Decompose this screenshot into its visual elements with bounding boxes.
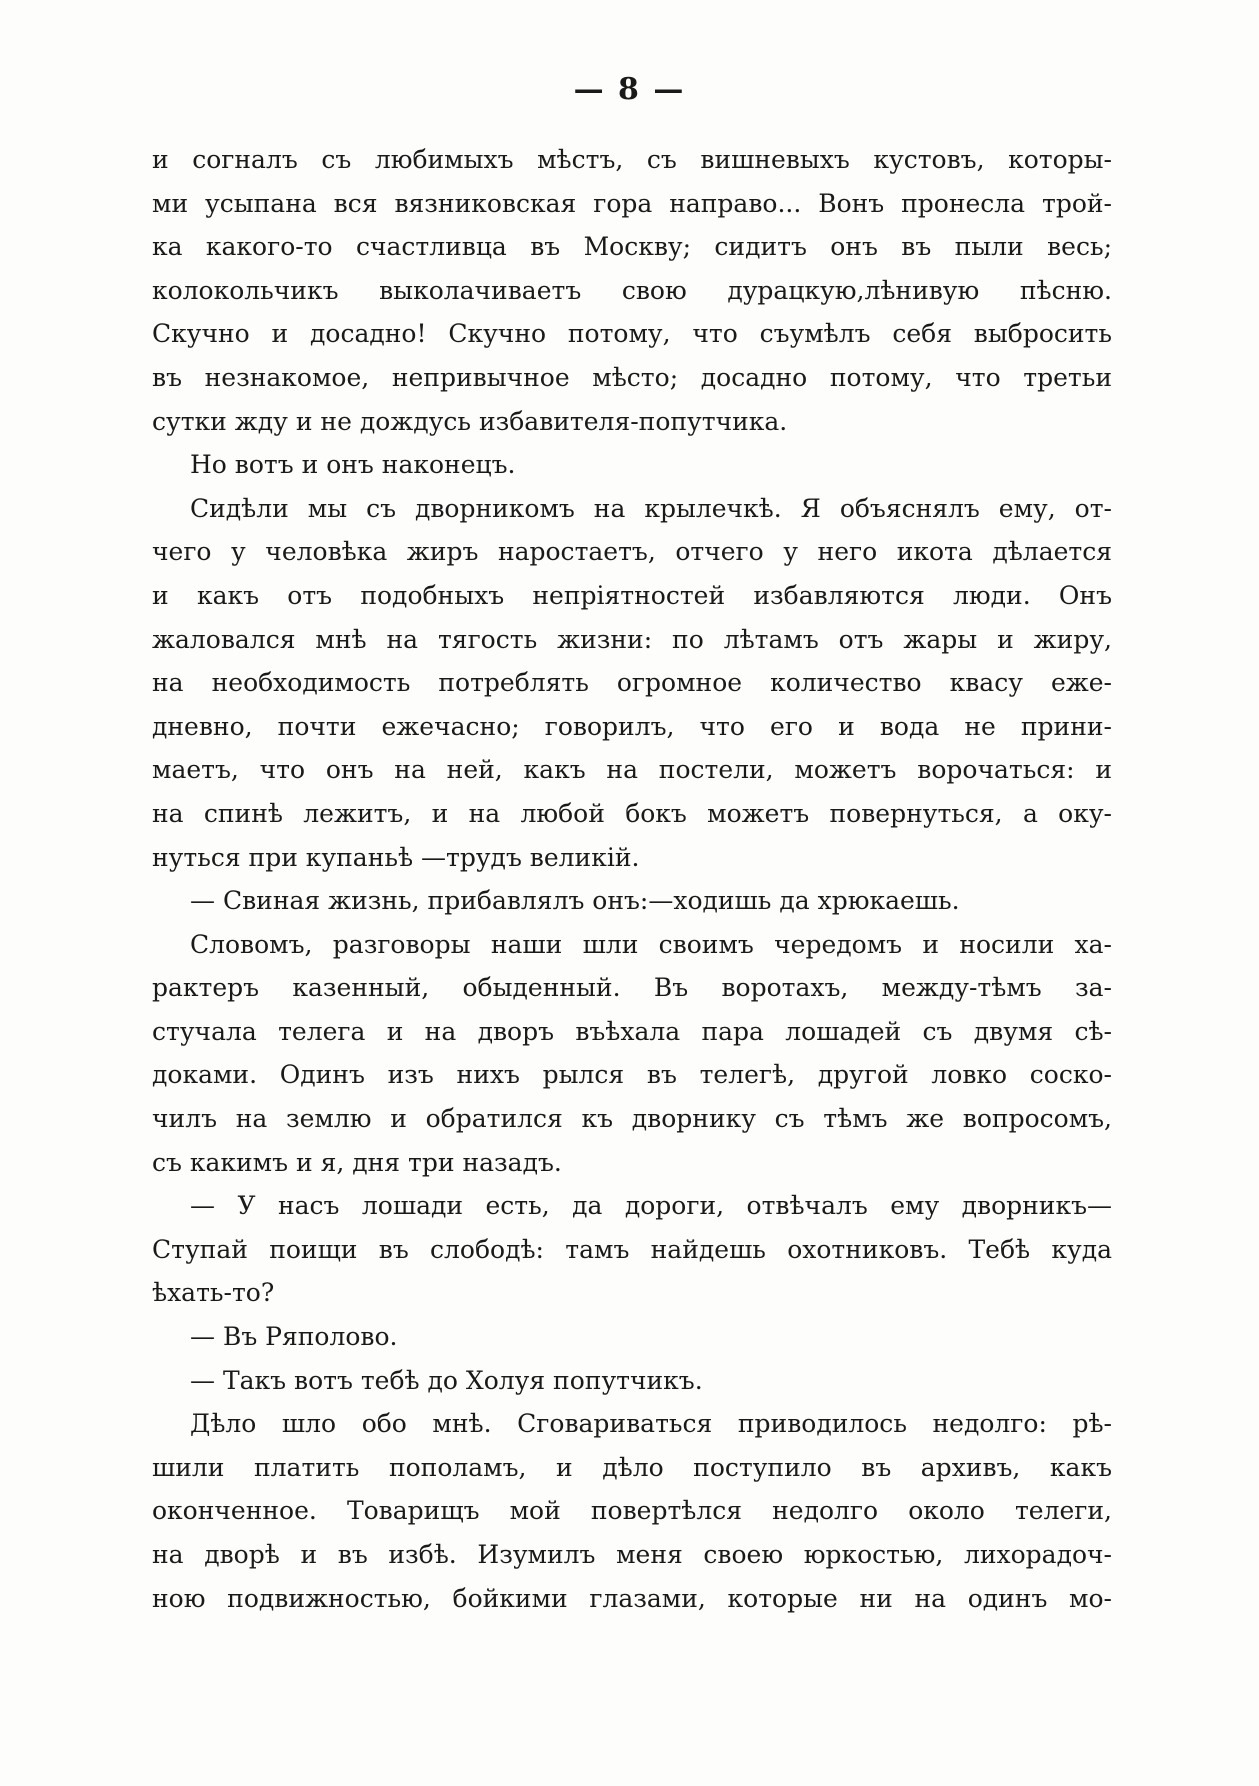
page-number: — 8 — [573,72,686,107]
text-line: и какъ отъ подобныхъ непріятностей избавляются люди. Онъ [152,580,1112,610]
text-line: ка какого-то счастливца въ Москву; сидитъ онъ въ пыли весь; [152,232,1112,262]
text-line: доками. Одинъ изъ нихъ рылся въ телегѣ, другой ловко соско- [152,1060,1112,1090]
text-line: чего у человѣка жиръ наростаетъ, отчего у него икота дѣлается [152,537,1112,567]
text-line: Словомъ, разговоры наши шли своимъ чередомъ и носили ха- [190,929,1112,959]
text-line: ною подвижностью, бойкими глазами, которые ни на одинъ мо- [152,1583,1112,1613]
text-line: колокольчикъ выколачиваетъ свою дурацкую,лѣнивую пѣсню. [152,275,1112,305]
text-line: Сидѣли мы съ дворникомъ на крылечкѣ. Я объяснялъ ему, от- [190,493,1112,523]
text-line: маетъ, что онъ на ней, какъ на постели, можетъ ворочаться: и [152,755,1112,785]
text-line: Ступай поищи въ слободѣ: тамъ найдешь охотниковъ. Тебѣ куда [152,1234,1112,1264]
text-line: — У насъ лошади есть, да дороги, отвѣчалъ ему дворникъ— [190,1191,1112,1221]
text-line: на спинѣ лежитъ, и на любой бокъ можетъ повернуться, а оку- [152,798,1112,828]
text-line: нуться при купаньѣ —трудъ великій. [152,842,640,872]
text-line: шили платить пополамъ, и дѣло поступило въ архивъ, какъ [152,1452,1112,1482]
text-line: — Такъ вотъ тебѣ до Холуя попутчикъ. [190,1365,703,1395]
text-line: Дѣло шло обо мнѣ. Сговариваться приводилось недолго: рѣ- [190,1409,1112,1439]
text-line: чилъ на землю и обратился къ дворнику съ тѣмъ же вопросомъ, [152,1104,1112,1134]
body-text [152,138,1112,1620]
text-line: — Въ Ряполово. [190,1322,398,1352]
text-line: и согналъ съ любимыхъ мѣстъ, съ вишневыхъ кустовъ, которы- [152,145,1112,174]
text-line: въ незнакомое, непривычное мѣсто; досадно потому, что третьи [152,362,1112,392]
text-line: жаловался мнѣ на тягость жизни: по лѣтамъ отъ жары и жиру, [152,624,1112,654]
text-line: рактеръ казенный, обыденный. Въ воротахъ, между-тѣмъ за- [152,973,1112,1003]
text-line: стучала телега и на дворъ въѣхала пара лошадей съ двумя сѣ- [152,1016,1112,1046]
text-line: сутки жду и не дождусь избавителя-попутчика. [152,406,788,436]
text-line: ѣхать-то? [152,1278,275,1308]
text-line: оконченное. Товарищъ мой повертѣлся недолго около телеги, [152,1496,1112,1526]
text-line: Но вотъ и онъ наконецъ. [190,450,516,480]
text-line: съ какимъ и я, дня три назадъ. [152,1147,562,1177]
text-line: Скучно и досадно! Скучно потому, что съумѣлъ себя выбросить [152,319,1112,349]
text-line: на дворѣ и въ избѣ. Изумилъ меня своею юркостью, лихорадоч- [152,1540,1112,1569]
text-line: — Свиная жизнь, прибавлялъ онъ:—ходишь да хрюкаешь. [190,886,960,916]
text-line: дневно, почти ежечасно; говорилъ, что его и вода не прини- [152,711,1112,741]
text-line: ми усыпана вся вязниковская гора направо... Вонъ пронесла трой- [152,188,1112,218]
text-line: на необходимость потреблять огромное количество квасу еже- [152,668,1112,698]
